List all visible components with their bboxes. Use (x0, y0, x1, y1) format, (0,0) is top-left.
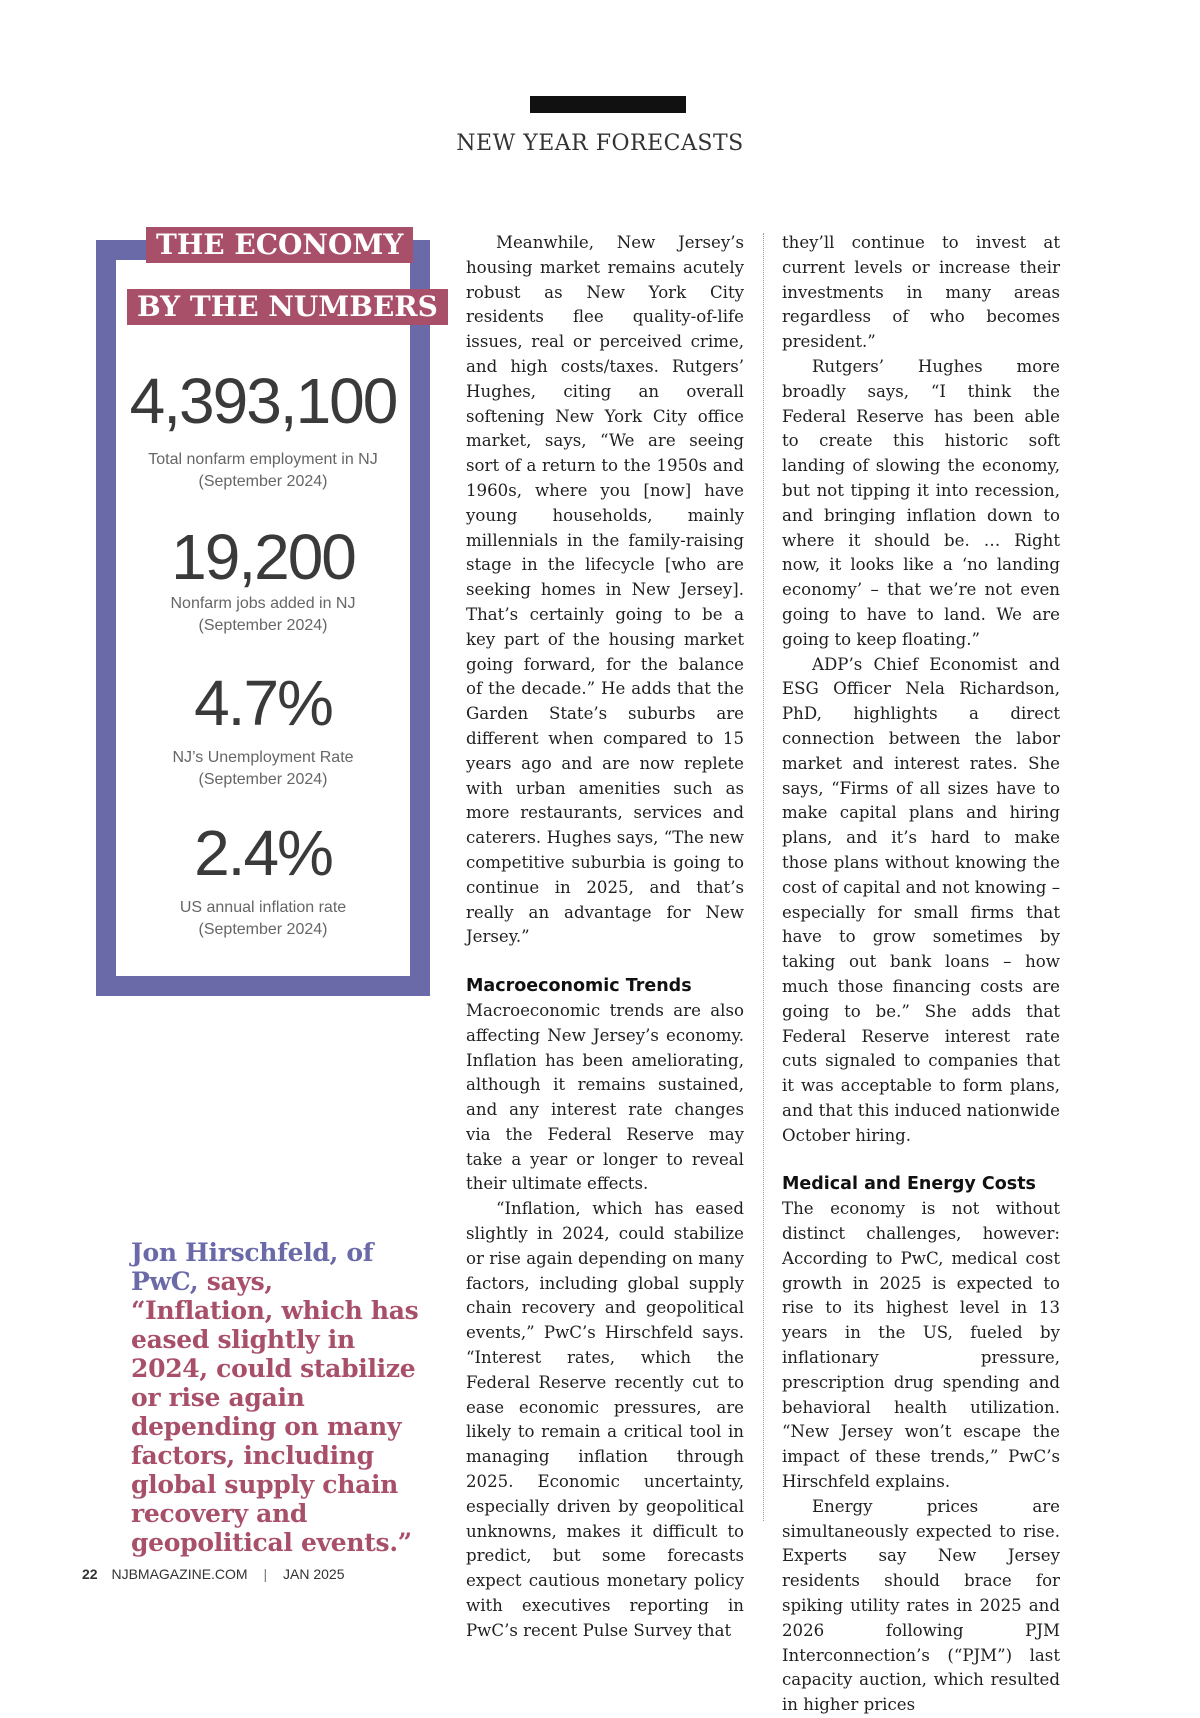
stat-inflation (96, 817, 430, 941)
stat-label: US annual inflation rate (September 2024) (179, 899, 347, 938)
section-marker-bar (530, 96, 686, 113)
stats-tag-numbers: BY THE NUMBERS (127, 289, 448, 325)
stat-value: 19,200 (171, 521, 355, 593)
footer-site: NJBMAGAZINE.COM (111, 1566, 248, 1582)
section-title: NEW YEAR FORECASTS (456, 131, 744, 156)
stat-unemployment (96, 667, 430, 791)
stat-value: 4.7% (194, 667, 332, 739)
article-column-2 (782, 231, 1060, 1718)
stat-jobs-added (96, 521, 430, 637)
subheading-macroeconomic-trends: Macroeconomic Trends (466, 976, 692, 997)
stat-label: NJ’s Unemployment Rate (September 2024) (172, 749, 354, 788)
stat-value: 2.4% (194, 817, 332, 889)
paragraph: Meanwhile, New Jersey’s housing market remains acutely robust as New York City residents flee quality-of-life issues, real or perceived crime, and high costs/taxes. Rutgers’ Hughes, citing an overall softening New York City office market, says, “We are seeing sort of a return to the 1950s and 1960s, where you [now] have young households, mainly millennials in the family-raising stage in the lifecycle [who are seeking homes in New Jersey]. That’s certainly going to be a key part of the housing market going forward, for the balance of the decade.” He adds that the Garden State’s suburbs are different when compared to 15 years ago and are now replete with urban amenities such as more restaurants, services and caterers. Hughes says, “The new competitive suburbia is going to continue in 2025, and that’s really an advantage for New Jersey.” (466, 233, 744, 947)
stats-tag-economy: THE ECONOMY (146, 227, 413, 263)
stat-value: 4,393,100 (129, 365, 397, 437)
footer-issue: JAN 2025 (283, 1566, 345, 1582)
paragraph: The economy is not without distinct challenges, however: According to PwC, medical cost growth in 2025 is expected to rise to its highest level in 13 years in the US, fueled by inflationary pressure, prescription drug spending and behavioral health utilization. “New Jersey won’t escape the impact of these trends,” PwC’s Hirschfeld explains. (782, 1199, 1060, 1492)
paragraph: Macroeconomic trends are also affecting New Jersey’s economy. Inflation has been ameliorating, although it remains sustained, and any interest rate changes via the Federal Reserve may take a year or longer to reveal their ultimate effects. (466, 1000, 744, 1194)
paragraph: ADP’s Chief Economist and ESG Officer Nela Richardson, PhD, highlights a direct connection between the labor market and interest rates. She says, “Firms of all sizes have to make capital plans and hiring plans, and it’s hard to make those plans without knowing the cost of capital and not knowing – especially for small firms that have to grow sometimes by taking out bank loans – how much those financing costs are going to be.” She adds that Federal Reserve interest rate cuts signaled to companies that it was acceptable to form plans, and that this induced nationwide October hiring. (782, 654, 1060, 1145)
stat-label: Nonfarm jobs added in NJ (September 2024) (170, 595, 356, 634)
pull-quote-text: says, “Inflation, which has eased slightly in 2024, could stabilize or rise again depending on many factors, including global supply chain recovery and geopolitical events.” (131, 1267, 419, 1557)
pull-quote-attribution: Jon Hirschfeld, of PwC, (131, 1238, 374, 1296)
stat-label: Total nonfarm employment in NJ (September 2024) (148, 451, 378, 490)
article-column-1 (466, 231, 744, 1644)
pull-quote (131, 1238, 421, 1557)
footer-separator: | (263, 1566, 268, 1582)
column-divider (763, 233, 764, 1521)
paragraph: Rutgers’ Hughes more broadly says, “I think the Federal Reserve has been able to create this historic soft landing of slowing the economy, but not tipping it into recession, and bringing inflation down to where it should be. … Right now, it looks like a ‘no landing economy’ – that we’re not even going to have to land. We are going to keep floating.” (782, 356, 1060, 649)
paragraph: Energy prices are simultaneously expected to rise. Experts say New Jersey residents should brace for spiking utility rates in 2025 and 2026 following PJM Interconnection’s (“PJM”) last capacity auction, which resulted in higher prices (782, 1496, 1060, 1715)
stat-employment (96, 365, 430, 493)
paragraph: they’ll continue to invest at current levels or increase their investments in many areas regardless of who becomes president.” (782, 233, 1060, 352)
page-number: 22 (82, 1566, 98, 1582)
subheading-medical-energy-costs: Medical and Energy Costs (782, 1174, 1036, 1195)
page-footer (82, 1566, 345, 1582)
paragraph: “Inflation, which has eased slightly in 2024, could stabilize or rise again depending on many factors, including global supply chain recovery and geopolitical events,” PwC’s Hirschfeld says. “Interest rates, which the Federal Reserve recently cut to ease economic pressures, are likely to remain a critical tool in managing inflation through 2025. Economic uncertainty, especially driven by geopolitical unknowns, makes it difficult to predict, but some forecasts expect cautious monetary policy with executives reporting in PwC’s recent Pulse Survey that (466, 1199, 744, 1640)
